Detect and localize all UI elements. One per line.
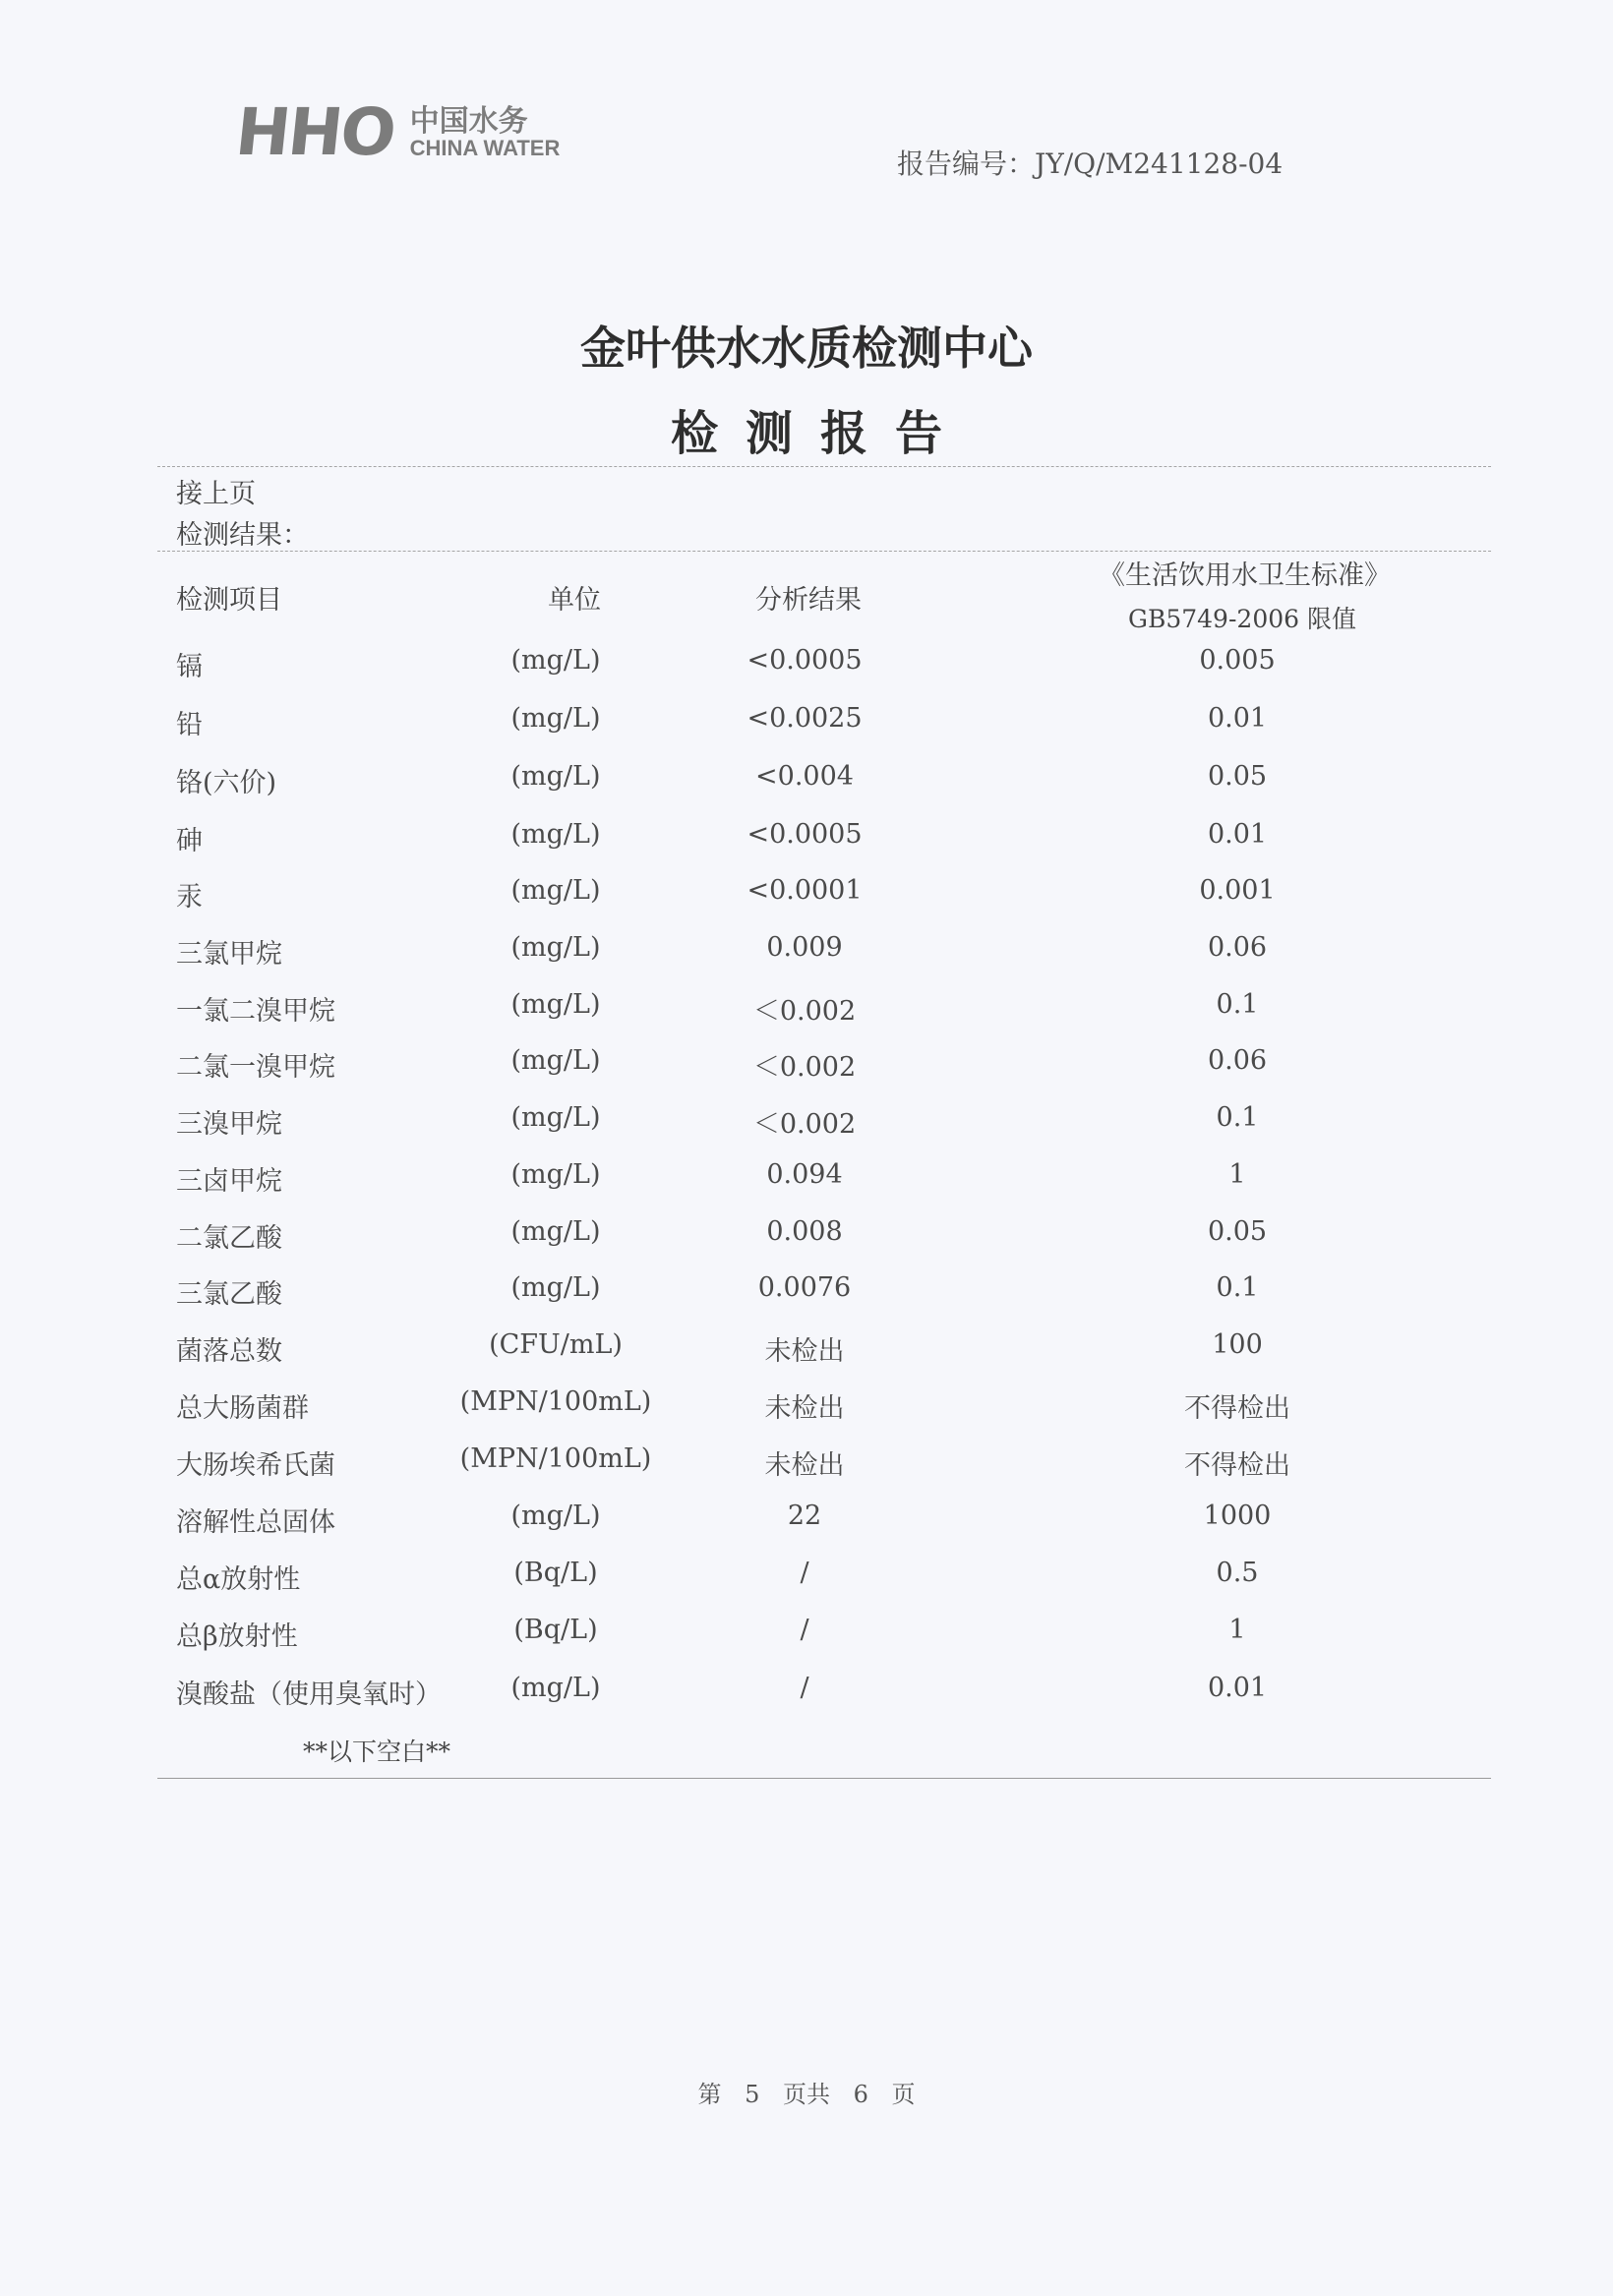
result-cell: 未检出 (764, 1450, 845, 1481)
result-cell: ＜0.002 (752, 996, 857, 1027)
table-row: 三卤甲烷 (mg/L) 0.094 1 (176, 1159, 1246, 1197)
result-cell: 0.009 (766, 932, 843, 963)
result-cell: 0.008 (766, 1216, 843, 1247)
logo-text (409, 103, 561, 161)
result-cell: <0.0001 (747, 875, 863, 906)
limit-cell: 0.001 (1199, 875, 1276, 906)
table-row: 菌落总数 (CFU/mL) 未检出 100 (176, 1329, 1263, 1367)
item-cell: 二氯一溴甲烷 (176, 1052, 335, 1083)
table-row: 汞 (mg/L) <0.0001 0.001 (176, 875, 1276, 913)
divider-results (157, 551, 1491, 552)
limit-cell: 0.1 (1216, 989, 1259, 1020)
table-row: 二氯一溴甲烷 (mg/L) ＜0.002 0.06 (176, 1045, 1268, 1083)
item-cell: 溴酸盐（使用臭氧时） (176, 1679, 442, 1710)
item-cell: 砷 (176, 826, 203, 856)
item-cell: 三氯甲烷 (176, 939, 282, 970)
table-row: 总大肠菌群 (MPN/100mL) 未检出 不得检出 (176, 1386, 1290, 1424)
item-cell: 总α放射性 (176, 1564, 301, 1595)
col-item-header: 检测项目 (176, 585, 282, 616)
item-cell: 二氯乙酸 (176, 1223, 282, 1254)
page-footer: 第 5 页共 6 页 (697, 2081, 916, 2108)
item-cell: 铬(六价) (176, 768, 277, 798)
limit-cell: 0.05 (1207, 1216, 1268, 1247)
limit-cell: 1 (1228, 1159, 1246, 1190)
limit-cell: 0.005 (1199, 645, 1276, 676)
result-cell: ＜0.002 (752, 1109, 857, 1140)
limit-cell: 0.01 (1207, 703, 1268, 734)
item-cell: 三卤甲烷 (176, 1166, 282, 1197)
limit-cell: 0.05 (1207, 761, 1268, 792)
item-cell: 镉 (176, 652, 203, 682)
limit-cell: 0.01 (1207, 1673, 1268, 1703)
item-cell: 菌落总数 (176, 1336, 282, 1367)
col-limit-header-line1: 《生活饮用水卫生标准》 (1099, 560, 1391, 591)
table-row: 铬(六价) (mg/L) <0.004 0.05 (176, 761, 1268, 798)
limit-cell: 0.06 (1207, 1045, 1268, 1076)
result-cell: <0.0005 (747, 645, 863, 676)
table-row: 砷 (mg/L) <0.0005 0.01 (176, 819, 1268, 856)
limit-cell: 1000 (1203, 1501, 1272, 1531)
divider-top (157, 466, 1491, 467)
item-cell: 总β放射性 (176, 1621, 298, 1652)
table-row: 总α放射性 (Bq/L) / 0.5 (176, 1558, 1259, 1595)
result-cell: / (800, 1615, 809, 1645)
limit-cell: 0.1 (1216, 1272, 1259, 1303)
col-result-header: 分析结果 (755, 585, 862, 616)
col-unit-header: 单位 (548, 585, 601, 616)
limit-cell: 100 (1212, 1329, 1263, 1360)
limit-cell: 0.06 (1207, 932, 1268, 963)
table-row: 二氯乙酸 (mg/L) 0.008 0.05 (176, 1216, 1268, 1254)
col-limit-header-line2: GB5749-2006 限值 (1128, 605, 1356, 633)
logo-en: CHINA WATER (409, 136, 561, 161)
blank-note: **以下空白** (303, 1737, 451, 1766)
limit-cell: 1 (1228, 1615, 1246, 1645)
table-row: 溶解性总固体 (mg/L) 22 1000 (176, 1501, 1272, 1538)
table-row: 大肠埃希氏菌 (MPN/100mL) 未检出 不得检出 (176, 1443, 1290, 1481)
results-label: 检测结果： (176, 520, 309, 551)
item-cell: 三氯乙酸 (176, 1279, 282, 1310)
table-row: 三氯甲烷 (mg/L) 0.009 0.06 (176, 932, 1268, 970)
result-cell: 0.0076 (757, 1272, 852, 1303)
table-row: 三氯乙酸 (mg/L) 0.0076 0.1 (176, 1272, 1259, 1310)
lab-title: 金叶供水水质检测中心 (580, 322, 1033, 375)
continued-label: 接上页 (176, 479, 256, 509)
result-cell: / (800, 1673, 809, 1703)
company-logo (232, 94, 561, 170)
result-cell: <0.0005 (747, 819, 863, 850)
item-cell: 铅 (176, 710, 203, 740)
result-cell: 0.094 (766, 1159, 843, 1190)
limit-cell: 不得检出 (1184, 1393, 1290, 1424)
limit-cell: 0.5 (1216, 1558, 1259, 1588)
result-cell: / (800, 1558, 809, 1588)
limit-cell: 0.01 (1207, 819, 1268, 850)
table-row: 一氯二溴甲烷 (mg/L) ＜0.002 0.1 (176, 989, 1259, 1027)
report-number: 报告编号：JY/Q/M241128-04 (897, 147, 1284, 180)
result-cell: <0.0025 (747, 703, 863, 734)
limit-cell: 不得检出 (1184, 1450, 1290, 1481)
report-title: 检测报告 (670, 406, 970, 461)
logo-mark: HHO (232, 94, 398, 170)
table-row: 铅 (mg/L) <0.0025 0.01 (176, 703, 1268, 740)
table-row: 镉 (mg/L) <0.0005 0.005 (176, 645, 1276, 682)
result-cell: ＜0.002 (752, 1052, 857, 1083)
table-row: 总β放射性 (Bq/L) / 1 (176, 1615, 1246, 1652)
limit-cell: 0.1 (1216, 1102, 1259, 1133)
item-cell: 大肠埃希氏菌 (176, 1450, 335, 1481)
divider-bottom (157, 1778, 1491, 1779)
item-cell: 溶解性总固体 (176, 1507, 335, 1538)
table-row: 三溴甲烷 (mg/L) ＜0.002 0.1 (176, 1102, 1259, 1140)
result-cell: 22 (787, 1501, 822, 1531)
logo-cn: 中国水务 (409, 103, 528, 139)
item-cell: 总大肠菌群 (176, 1393, 309, 1424)
result-cell: 未检出 (764, 1393, 845, 1424)
result-cell: 未检出 (764, 1336, 845, 1367)
item-cell: 三溴甲烷 (176, 1109, 282, 1140)
result-cell: <0.004 (755, 761, 854, 792)
item-cell: 汞 (176, 882, 203, 913)
item-cell: 一氯二溴甲烷 (176, 996, 335, 1027)
table-row: 溴酸盐（使用臭氧时） (mg/L) / 0.01 (176, 1673, 1268, 1710)
